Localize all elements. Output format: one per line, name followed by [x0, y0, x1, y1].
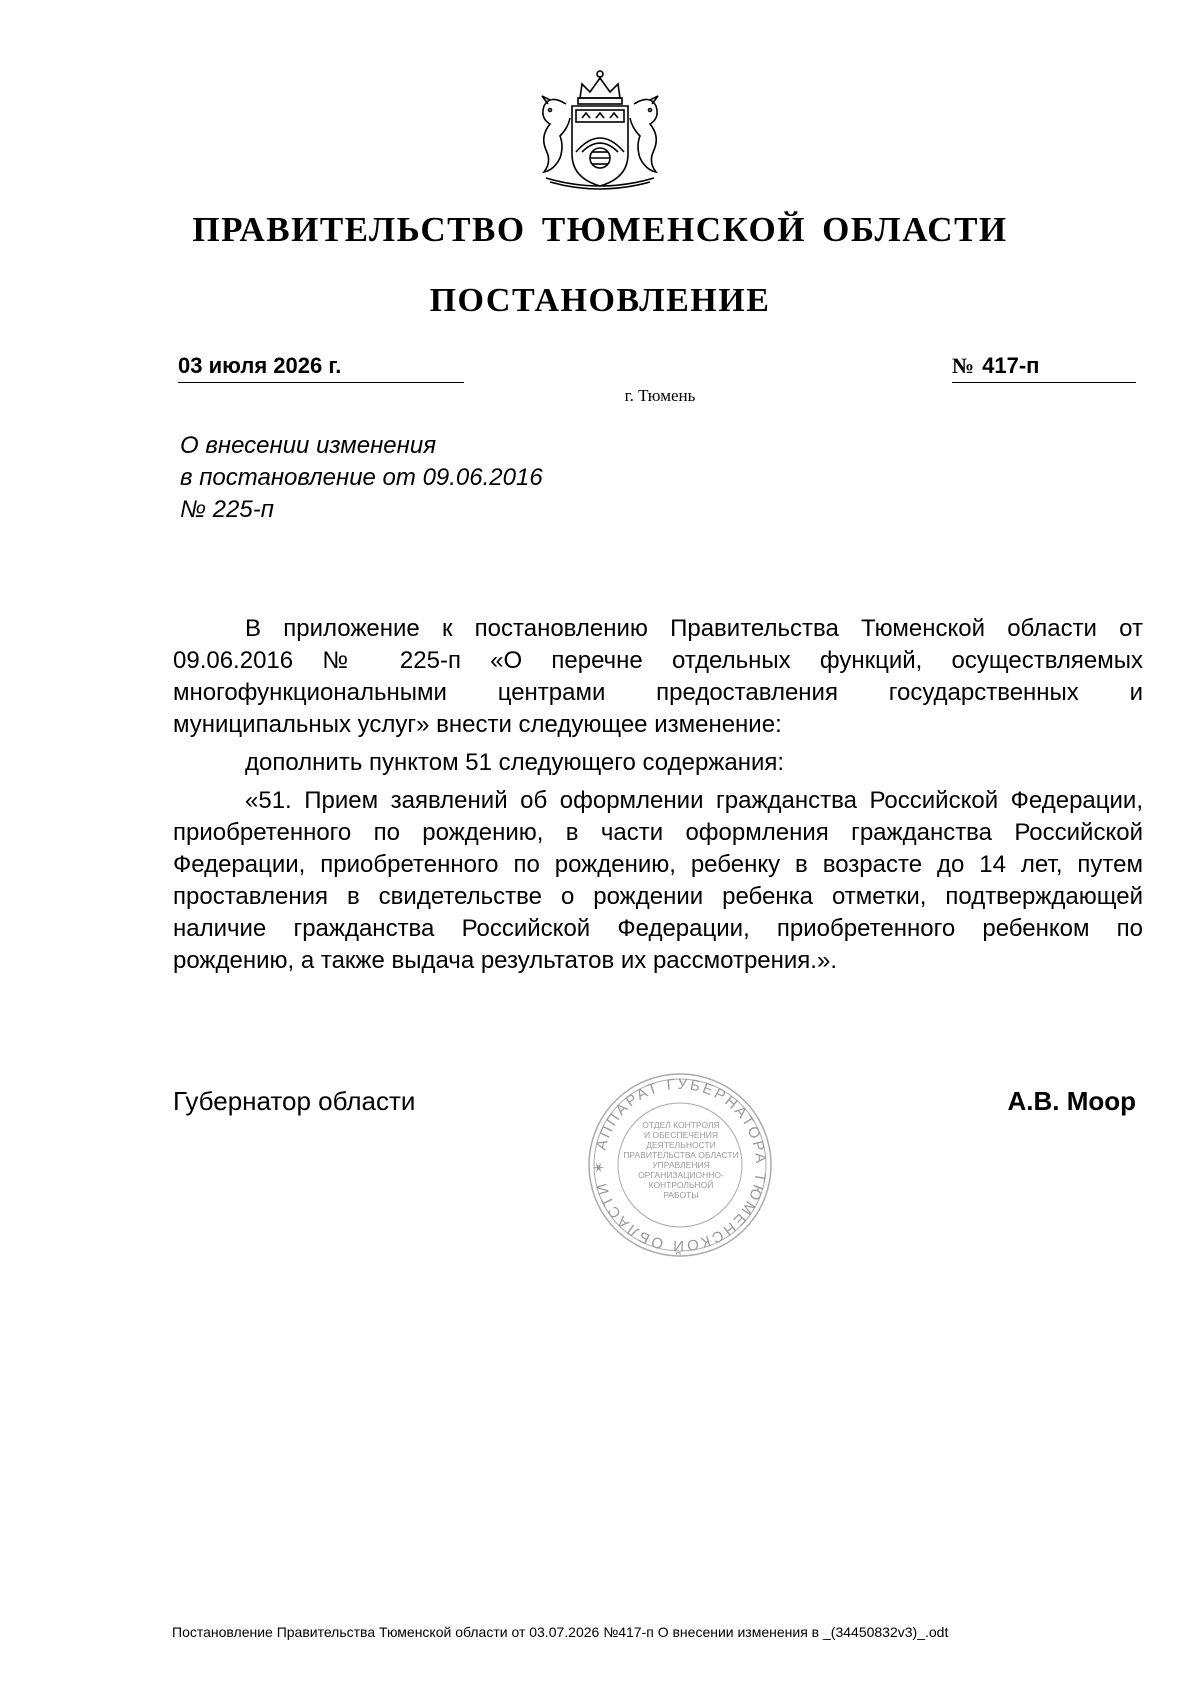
document-footer: Постановление Правительства Тюменской области от 03.07.2026 №417-п О внесении изменения в _(34450832v3)_.odt	[172, 1624, 949, 1640]
document-number-field	[952, 352, 1136, 383]
body-paragraph: В приложение к постановлению Правительства Тюменской области от 09.06.2016 № 225-п «О перечне отдельных функций, осуществляемых многофункциональными центрами предоставления государственных и муниципальных услуг» внести следующее изменение:	[173, 615, 1143, 738]
subject-line: О внесении изменения	[180, 432, 437, 459]
svg-text:ОТДЕЛ КОНТРОЛЯ: ОТДЕЛ КОНТРОЛЯ	[642, 1120, 720, 1130]
number-sign: №	[952, 353, 975, 378]
svg-text:ПРАВИТЕЛЬСТВА ОБЛАСТИ: ПРАВИТЕЛЬСТВА ОБЛАСТИ	[623, 1150, 739, 1160]
document-number: 417-п	[982, 353, 1040, 378]
svg-text:УПРАВЛЕНИЯ: УПРАВЛЕНИЯ	[652, 1160, 710, 1170]
body-paragraph: «51. Прием заявлений об оформлении гражданства Российской Федерации, приобретенного по рождению, в части оформления гражданства Российской Федерации, приобретенного по рождению, ребенку в возрасте до 14 лет, путем проставления в свидетельстве о рождении ребенка отметки, подтверждающей наличие гражданства Российской Федерации, приобретенного ребенком по рождению, а также выдача результатов их рассмотрения.».	[173, 787, 1143, 974]
organization-title: ПРАВИТЕЛЬСТВО ТЮМЕНСКОЙ ОБЛАСТИ	[192, 210, 1008, 249]
svg-text:РАБОТЫ: РАБОТЫ	[663, 1190, 699, 1200]
document-type-title: ПОСТАНОВЛЕНИЕ	[429, 282, 771, 319]
svg-text:ОРГАНИЗАЦИОННО-: ОРГАНИЗАЦИОННО-	[638, 1170, 724, 1180]
document-body	[173, 613, 1143, 977]
city-label: г. Тюмень	[624, 386, 696, 405]
signatory-name: А.В. Моор	[1007, 1086, 1136, 1116]
document-date: 03 июля 2026 г.	[178, 352, 464, 383]
svg-text:АППАРАТ ГУБЕРНАТОРА ТЮМЕНСКОЙ: АППАРАТ ГУБЕРНАТОРА ТЮМЕНСКОЙ ОБЛАСТИ ✶	[590, 1075, 770, 1255]
svg-text:КОНТРОЛЬНОЙ: КОНТРОЛЬНОЙ	[648, 1180, 714, 1190]
body-paragraph: дополнить пунктом 51 следующего содержания:	[245, 749, 785, 776]
coat-of-arms-icon	[520, 66, 680, 196]
document-subject	[180, 430, 680, 526]
signatory-title: Губернатор области	[173, 1086, 416, 1116]
subject-line: № 225-п	[180, 496, 274, 523]
svg-text:И ОБЕСПЕЧЕНИЯ: И ОБЕСПЕЧЕНИЯ	[644, 1130, 718, 1140]
official-stamp	[585, 1070, 775, 1260]
svg-text:ДЕЯТЕЛЬНОСТИ: ДЕЯТЕЛЬНОСТИ	[646, 1140, 716, 1150]
subject-line: в постановление от 09.06.2016	[180, 464, 543, 491]
